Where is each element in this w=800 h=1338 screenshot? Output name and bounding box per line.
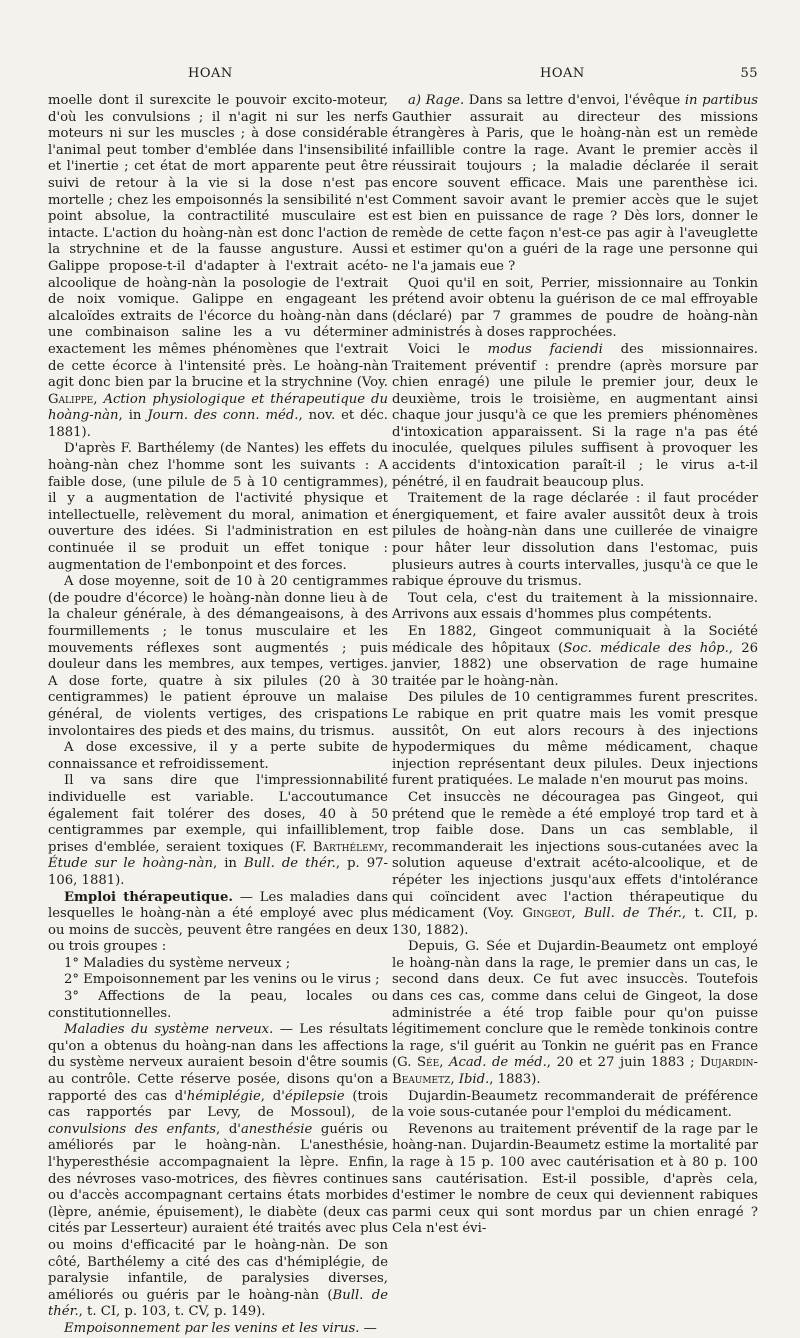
paragraph: Il va sans dire que l'impressionnabilité individuelle est variable. L'accoutumance également fait tolérer des doses, 40 à 50 centigrammes par exemple, qui infailliblement, prises d'emblée, seraient toxiques (F. Barthélemy, Étude sur le hoàng-nàn, in Bull. de thér., p. 97-106, 1881).	[48, 773, 389, 888]
left-text-column	[48, 93, 389, 1336]
paragraph: Emploi thérapeutique. — Les maladies dans lesquelles le hoàng-nàn a été employé avec plus ou moins de succès, peuvent être rangées en deux ou trois groupes :	[48, 889, 388, 955]
paragraph: En 1882, Gingeot communiquait à la Société médicale des hôpitaux (Soc. médicale des hôp., 26 janvier, 1882) une observation de rage humaine traitée par le hoàng-nàn.	[392, 624, 758, 689]
paragraph: 1° Maladies du système nerveux ;	[64, 955, 291, 971]
paragraph: 2° Empoisonnement par les venins ou le virus ;	[64, 972, 380, 988]
paragraph: Tout cela, c'est du traitement à la missionnaire. Arrivons aux essais d'hommes plus compétents.	[392, 590, 758, 623]
paragraph: Depuis, G. Sée et Dujardin-Beaumetz ont employé le hoàng-nàn dans la rage, le premier dans un cas, le second dans deux. Ce fut avec insuccès. Toutefois dans ces cas, comme dans celui de Gingeot, la dose administrée a été trop faible pour qu'on puisse légitimement conclure que le remède tonkinois contre la rage, s'il guérit au Tonkin ne guérit pas en France (G. Sée, Acad. de méd., 20 et 27 juin 1883 ; Dujardin-Beaumetz, Ibid., 1883).	[392, 939, 759, 1088]
paragraph: D'après F. Barthélemy (de Nantes) les effets du hoàng-nàn chez l'homme sont les suivants : A faible dose, (une pilule de 5 à 10 centigrammes), il y a augmentation de l'activité physique et intellectuelle, relèvement du moral, animation et ouverture des idées. Si l'administration en est continuée il se produit un effet tonique : augmentation de l'embonpoint et des forces.	[48, 441, 388, 573]
paragraph: 3° Affections de la peau, locales ou constitutionnelles.	[48, 989, 388, 1021]
paragraph: Des pilules de 10 centigrammes furent prescrites. Le rabique en prit quatre mais les vomit presque aussitôt, On eut alors recours à des injections hypodermiques du même médicament, chaque injection représentant deux pilules. Deux injections furent pratiquées. Le malade n'en mourut pas moins.	[392, 690, 758, 789]
paragraph: Maladies du système nerveux. — Les résultats qu'on a obtenus du hoàng-nan dans les affections du système nerveux auraient besoin d'être soumis au contrôle. Cette réserve posée, disons qu'on a rapporté des cas d'hémiplégie, d'épilepsie (trois cas rapportés par Levy, de Mossoul), de convulsions des enfants, d'anesthésie guéris ou améliorés par le hoàng-nàn. L'anesthésie, l'hyperesthésie accompagnaient la lèpre. Enfin, des névroses vaso-motrices, des fièvres continues ou d'accès accompagnant certains états morbides (lèpre, anémie, épuisement), le diabète (deux cas cités par Lesserteur) auraient été traités avec plus ou moins d'efficacité par le hoàng-nàn. De son côté, Barthélemy a cité des cas d'hémiplégie, de paralysie infantile, de paralysies diverses, améliorés ou guéris par le hoàng-nàn (Bull. de thér., t. CI, p. 103, t. CV, p. 149).	[48, 1022, 388, 1320]
page-number: 55	[740, 66, 758, 81]
running-head	[48, 66, 758, 86]
paragraph: A dose moyenne, soit de 10 à 20 centigrammes (de poudre d'écorce) le hoàng-nàn donne lieu à de la chaleur générale, à des démangeaisons, à des fourmillements ; le tonus musculaire et les mouvements réflexes sont augmentés ; puis douleur dans les membres, aux tempes, vertiges. A dose forte, quatre à six pilules (20 à 30 centigrammes) le patient éprouve un malaise général, de violents vertiges, des crispations involontaires des pieds et des mains, du trismus.	[48, 574, 388, 739]
paragraph: Traitement de la rage déclarée : il faut procéder énergiquement, et faire avaler aussitôt deux à trois pilules de hoàng-nàn dans une cuillerée de vinaigre pour hâter leur dissolution dans l'estomac, puis plusieurs autres à courts intervalles, jusqu'à ce que le rabique éprouve du trismus.	[392, 491, 758, 590]
paragraph: Cet insuccès ne découragea pas Gingeot, qui prétend que le remède a été employé trop tard et à trop faible dose. Dans un cas semblable, il recommanderait les injections sous-cutanées avec la solution aqueuse d'extrait acéto-alcoolique, et de répéter les injections jusqu'aux effets d'intolérance qui coïncident avec l'action thérapeutique du médicament (Voy. Gingeot, Bull. de Thér., t. CII, p. 130, 1882).	[392, 789, 759, 938]
paragraph: Empoisonnement par les venins et les virus. —	[64, 1320, 377, 1336]
paragraph: Quoi qu'il en soit, Perrier, missionnaire au Tonkin prétend avoir obtenu la guérison de ce mal effroyable (déclaré) par 7 grammes de poudre de hoàng-nàn administrés à doses rapprochées.	[392, 275, 758, 341]
right-text-column	[392, 93, 759, 1237]
running-head-left-title: HOAN	[188, 66, 233, 81]
paragraph: moelle dont il surexcite le pouvoir excito-moteur, d'où les convulsions ; il n'agit ni sur les nerfs moteurs ni sur les muscles ; à dose considérable l'animal peut tomber d'emblée dans l'insensibilité et l'inertie ; cet état de mort apparente peut être suivi de retour à la vie si la dose n'est pas mortelle ; chez les empoisonnés la sensibilité n'est point absolue, la contractilité musculaire est intacte. L'action du hoàng-nàn est donc l'action de la strychnine et de la fausse angusture. Aussi Galippe propose-t-il d'adapter à l'extrait acéto-alcoolique de hoàng-nàn la posologie de l'extrait de noix vomique. Galippe en engageant les alcaloïdes extraits de l'écorce du hoàng-nàn dans une combinaison saline les a vu déterminer exactement les mêmes phénomènes que l'extrait de cette écorce à l'intensité près. Le hoàng-nàn agit donc bien par la brucine et la strychnine (Voy. Galippe, Action physiologique et thérapeutique du hoàng-nàn, in Journ. des conn. méd., nov. et déc. 1881).	[48, 93, 388, 440]
paragraph: Voici le modus faciendi des missionnaires. Traitement préventif : prendre (après morsure par chien enragé) une pilule le premier jour, deux le deuxième, trois le troisième, en augmentant ainsi chaque jour jusqu'à ce que les premiers phénomènes d'intoxication apparaissent. Si la rage n'a pas été inoculée, quelques pilules suffisent à provoquer les accidents d'intoxication paraît-il ; le virus a-t-il pénétré, il en faudrait beaucoup plus.	[392, 341, 759, 490]
paragraph: A dose excessive, il y a perte subite de connaissance et refroidissement.	[48, 740, 388, 772]
paragraph: Revenons au traitement préventif de la rage par le hoàng-nan. Dujardin-Beaumetz estime la mortalité par la rage à 15 p. 100 avec cautérisation et à 80 p. 100 sans cautérisation. Est-il possible, d'après cela, d'estimer le nombre de ceux qui deviennent rabiques parmi ceux qui sont mordus par un chien enragé ? Cela n'est évi-	[392, 1121, 758, 1237]
running-head-right-title: HOAN	[540, 66, 585, 81]
paragraph: Dujardin-Beaumetz recommanderait de préférence la voie sous-cutanée pour l'emploi du médicament.	[392, 1088, 758, 1121]
paragraph: a) Rage. Dans sa lettre d'envoi, l'évêque in partibus Gauthier assurait au directeur des missions étrangères à Paris, que le hoàng-nàn est un remède infaillible contre la rage. Avant le premier accès il réussirait toujours ; la maladie déclarée il serait encore souvent efficace. Mais une parenthèse ici. Comment savoir avant le premier accès que le sujet est bien en puissance de rage ? Dès lors, donner le remède de cette façon n'est-ce pas agir à l'aveuglette et estimer qu'on a guéri de la rage une personne qui ne l'a jamais eue ?	[392, 93, 758, 274]
